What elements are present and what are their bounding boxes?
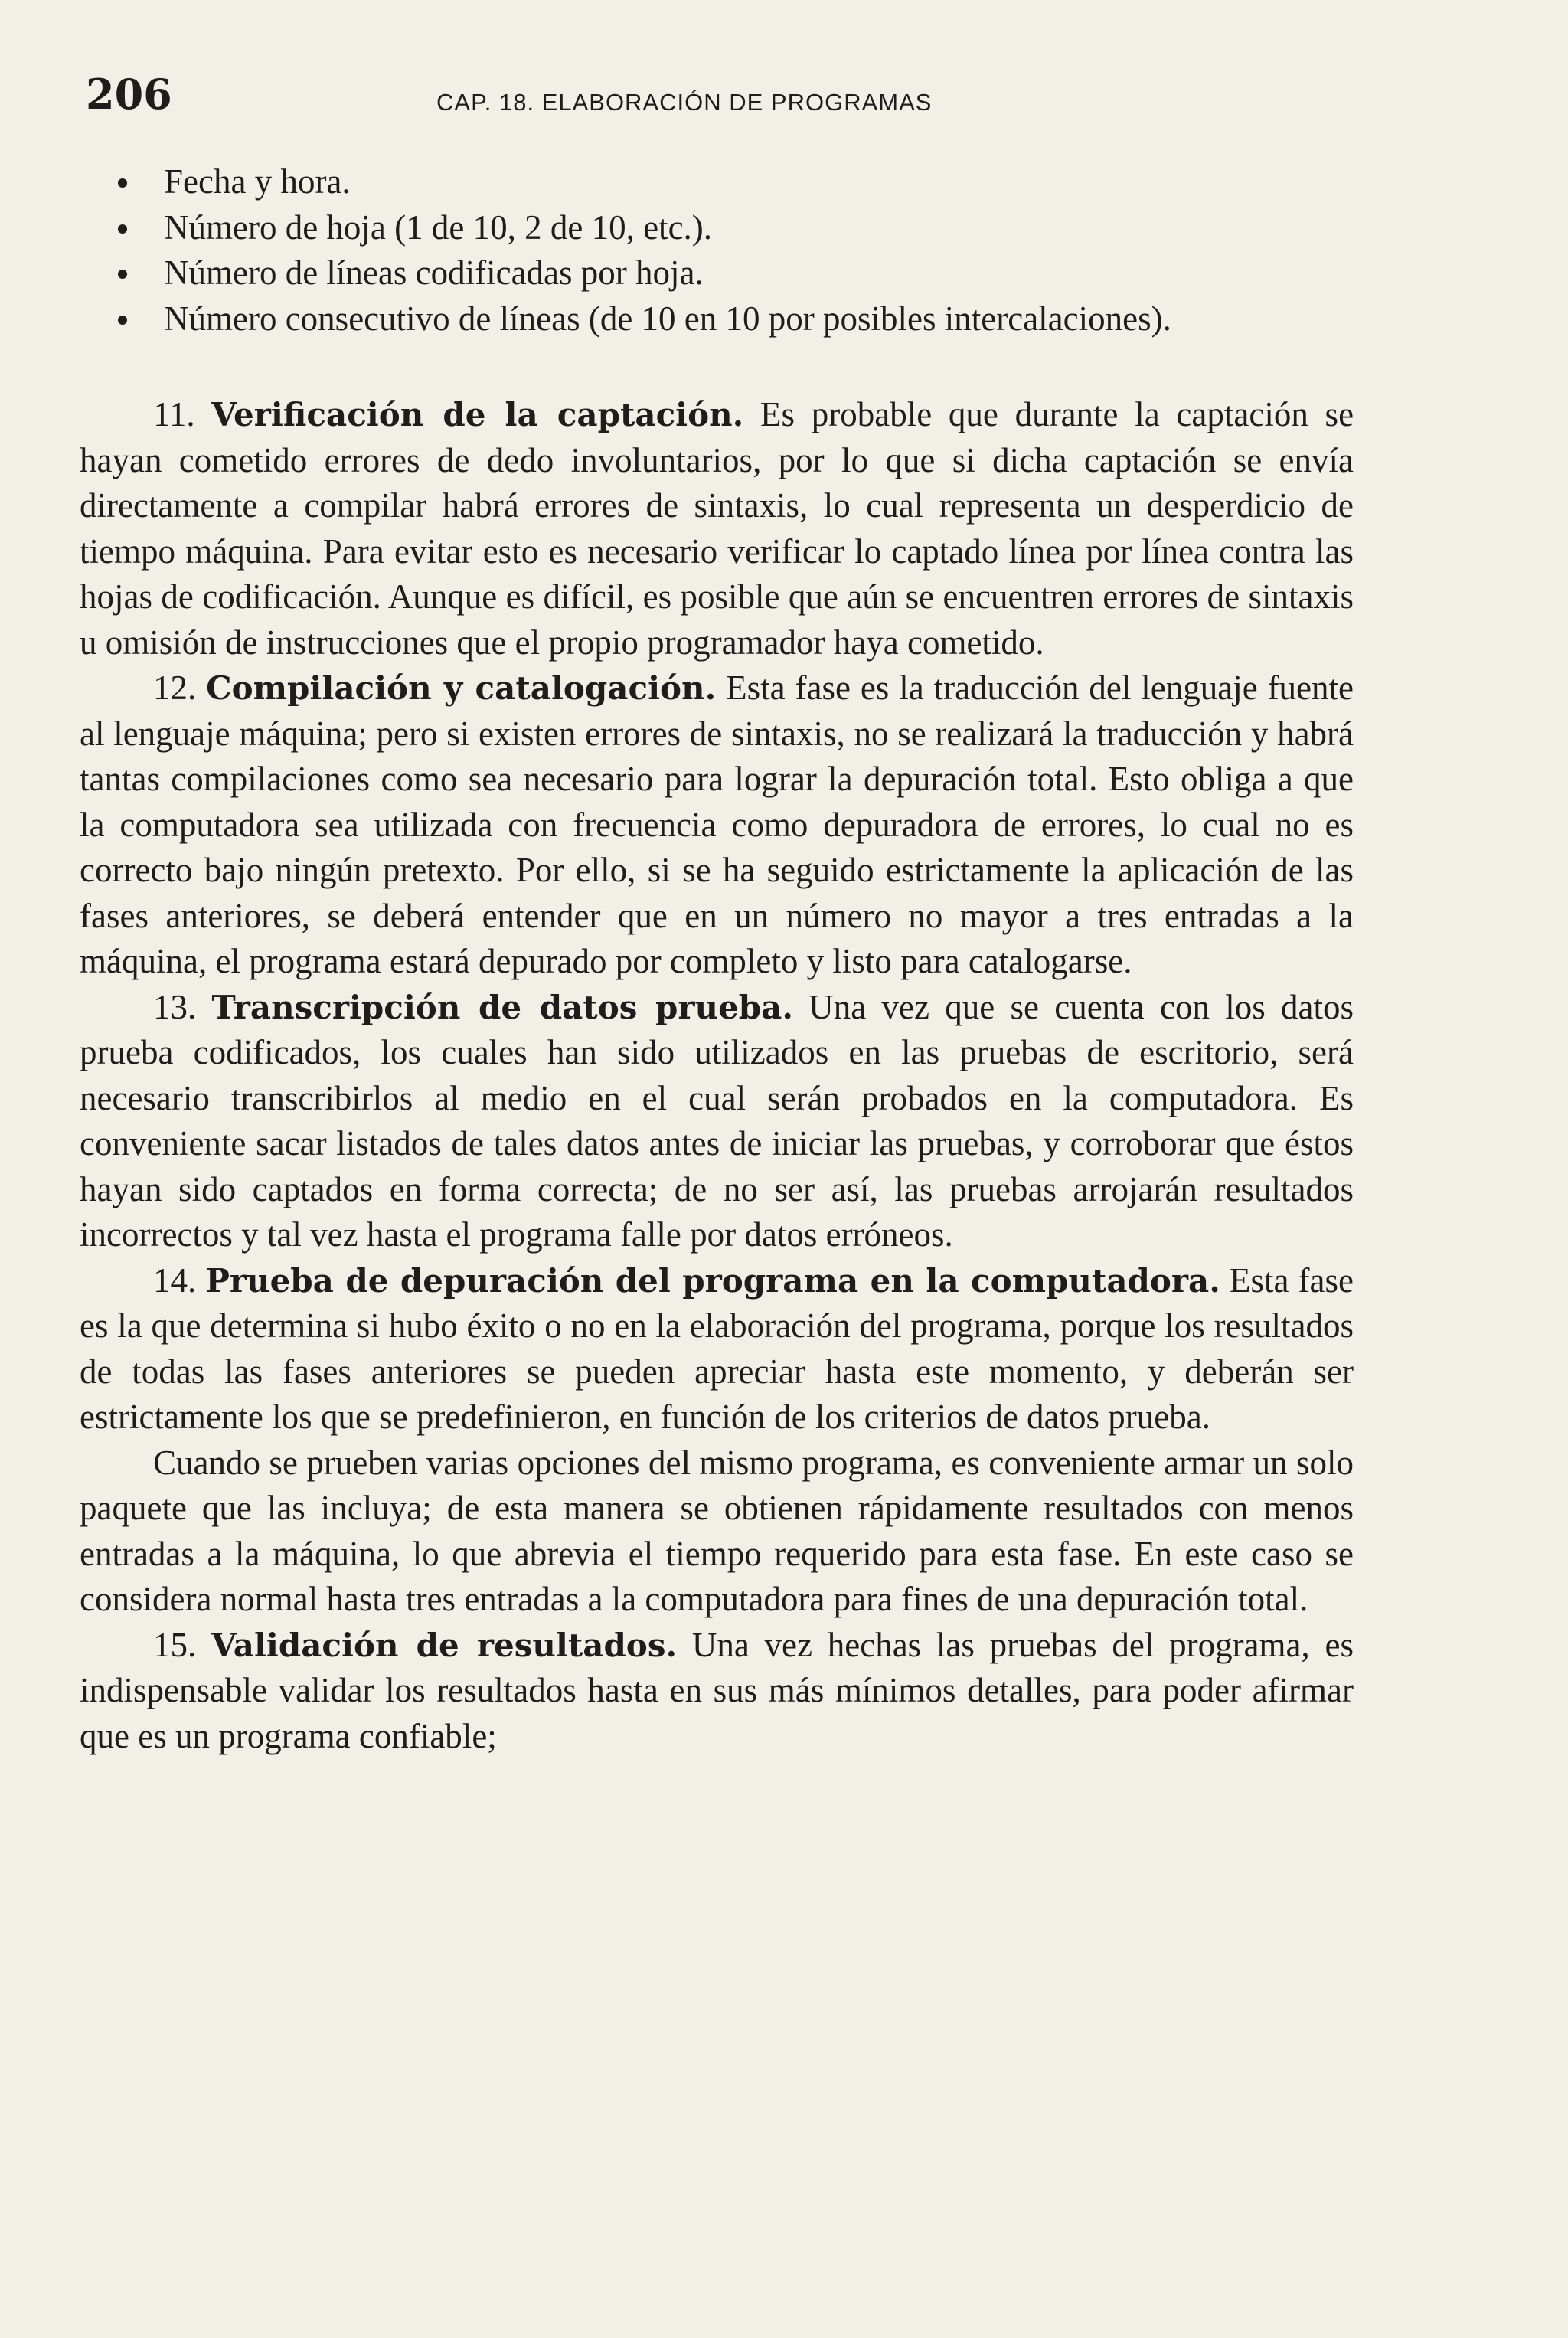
list-item: Fecha y hora. <box>118 159 1354 205</box>
running-head: CAP. 18. ELABORACIÓN DE PROGRAMAS <box>436 89 933 116</box>
page-header <box>86 67 1357 129</box>
section-12 <box>80 665 1354 985</box>
section-number: 11. <box>153 395 195 433</box>
section-heading: Compilación y catalogación. <box>206 669 717 707</box>
body-text <box>80 159 1354 1759</box>
paragraph-text: Cuando se prueben varias opciones del mismo programa, es conveniente armar un solo paquete que las incluya; de esta manera se obtienen rápidamente resultados con menos entradas a la máquina, lo que abrevia el tiempo requerido para esta fase. En este caso se considera normal hasta tres entradas a la computadora para fines de una depuración total. <box>80 1443 1354 1618</box>
list-item: Número de hoja (1 de 10, 2 de 10, etc.). <box>118 205 1354 251</box>
section-text: Una vez hechas las pruebas del programa, es indispensable validar los resultados hasta en sus más mínimos detalles, para poder afirmar que es un programa confiable; <box>80 1625 1354 1755</box>
list-item: Número consecutivo de líneas (de 10 en 10 por posibles intercalaciones). <box>118 296 1354 342</box>
section-text: Una vez que se cuenta con los datos prueba codificados, los cuales han sido utilizados en las pruebas de escritorio, será necesario transcribirlos al medio en el cual serán probados en la computadora. Es conveniente sacar listados de tales datos antes de iniciar las pruebas, y corroborar que éstos hayan sido captados en forma correcta; de no ser así, las pruebas arrojarán resultados incorrectos y tal vez hasta el programa falle por datos erróneos. <box>80 987 1354 1254</box>
section-text: Es probable que durante la captación se hayan cometido errores de dedo involuntarios, por lo que si dicha captación se envía directamente a compilar habrá errores de sintaxis, lo cual representa un desperdicio de tiempo máquina. Para evitar esto es necesario verificar lo captado línea por línea contra las hojas de codificación. Aunque es difícil, es posible que aún se encuentren errores de sintaxis u omisión de instrucciones que el propio programador haya cometido. <box>80 395 1354 662</box>
paragraph <box>80 1440 1354 1623</box>
list-item: Número de líneas codificadas por hoja. <box>118 250 1354 296</box>
bullet-icon <box>118 178 127 188</box>
section-text: Esta fase es la que determina si hubo éxito o no en la elaboración del programa, porque los resultados de todas las fases anteriores se pueden apreciar hasta este momento, y deberán ser estrictamente los que se predefinieron, en función de los criterios de datos prueba. <box>80 1261 1354 1436</box>
bullet-list <box>80 159 1354 342</box>
section-number: 15. <box>153 1625 197 1664</box>
section-number: 12. <box>153 669 197 707</box>
page-number: 206 <box>86 70 172 119</box>
bullet-icon <box>118 270 127 279</box>
section-number: 14. <box>153 1261 197 1300</box>
bullet-icon <box>118 224 127 234</box>
bullet-icon <box>118 316 127 325</box>
section-13 <box>80 985 1354 1258</box>
section-heading: Validación de resultados. <box>211 1626 678 1664</box>
section-text: Esta fase es la traducción del lenguaje fuente al lenguaje máquina; pero si existen errores de sintaxis, no se realizará la traducción y habrá tantas compilaciones como sea necesario para lograr la depuración total. Esto obliga a que la computadora sea utilizada con frecuencia como depuradora de errores, lo cual no es correcto bajo ningún pretexto. Por ello, si se ha seguido estrictamente la aplicación de las fases anteriores, se deberá entender que en un número no mayor a tres entradas a la máquina, el programa estará depurado por completo y listo para catalogarse. <box>80 669 1354 980</box>
section-heading: Transcripción de datos prueba. <box>211 988 793 1026</box>
section-heading: Prueba de depuración del programa en la computadora. <box>205 1261 1220 1300</box>
section-number: 13. <box>153 987 197 1026</box>
section-14 <box>80 1258 1354 1440</box>
section-heading: Verificación de la captación. <box>211 396 744 433</box>
section-11 <box>80 392 1354 665</box>
section-15 <box>80 1623 1354 1760</box>
